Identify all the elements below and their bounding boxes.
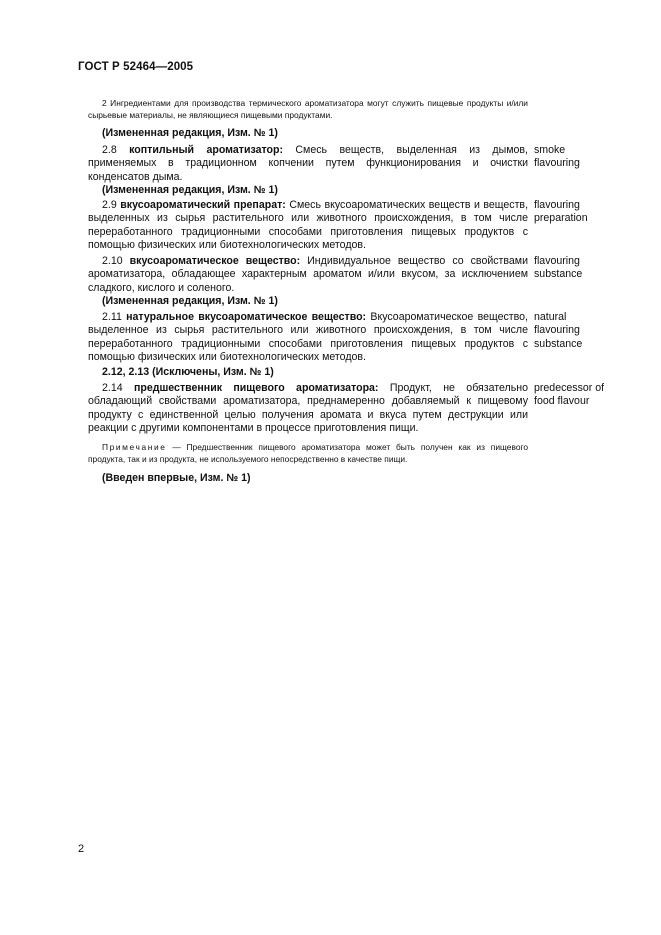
term-2-9-number: 2.9	[102, 199, 117, 211]
term-2-10-english: flavouring substance	[534, 255, 583, 281]
note-block	[88, 441, 528, 465]
document-header: ГОСТ Р 52464—2005	[78, 61, 194, 73]
term-2-8-term: коптильный ароматизатор:	[129, 144, 283, 156]
term-2-8-english: smoke flavouring	[534, 144, 580, 170]
term-2-8-definition: Смесь веществ, выделенная из дымов, применяемых в традиционном копчении путем функционирования и очистки конденсатов дыма.	[88, 144, 528, 183]
excluded-clauses	[88, 366, 528, 379]
introduced-note	[88, 472, 528, 485]
term-2-9-definition: Смесь вкусоароматических веществ и веществ, выделенных из сырья растительного или животного происхождения, в том числе переработанного традиционными способами приготовления пищевых продуктов с помощью физических или биотехнологических методов.	[88, 199, 529, 252]
page-number: 2	[78, 843, 85, 855]
amendment-note-1-text: (Измененная редакция, Изм. № 1)	[102, 127, 278, 139]
footnote-2	[88, 97, 528, 121]
term-2-10-number: 2.10	[102, 255, 123, 267]
term-2-10-definition: Индивидуальное вещество со свойствами ароматизатора, обладающее характерным ароматом и/или вкусом, за исключением сладкого, кислого и соленого.	[88, 255, 529, 294]
amendment-note-2	[88, 184, 528, 197]
term-2-14-english: predecessor of food flavour	[534, 382, 605, 408]
term-2-8	[88, 144, 528, 184]
term-2-10	[88, 255, 528, 295]
term-2-14	[88, 382, 528, 436]
term-2-11-number: 2.11	[102, 311, 122, 323]
footnote-2-text: 2 Ингредиентами для производства термического ароматизатора могут служить пищевые продукты и/или сырьевые материалы, не являющиеся пищевыми продуктами.	[88, 98, 528, 120]
term-2-14-term: предшественник пищевого ароматизатора:	[133, 382, 379, 394]
excluded-clauses-text: 2.12, 2.13 (Исключены, Изм. № 1)	[102, 366, 274, 378]
note-label: Примечание	[102, 442, 167, 452]
term-2-9	[88, 199, 528, 253]
term-2-11-definition: Вкусоароматическое вещество, выделенное из сырья растительного или животного происхождения, в том числе переработанного традиционными способами приготовления пищевых продуктов с помощью физических или биотехнологических методов.	[88, 311, 528, 364]
term-2-11	[88, 311, 528, 365]
amendment-note-3-text: (Измененная редакция, Изм. № 1)	[102, 295, 278, 307]
term-2-14-number: 2.14	[102, 382, 123, 394]
term-2-11-english: natural flavouring substance	[534, 311, 583, 350]
term-2-11-term: натуральное вкусоароматическое вещество:	[126, 311, 367, 323]
term-2-9-english: flavouring preparation	[534, 199, 588, 225]
term-2-10-term: вкусоароматическое вещество:	[129, 255, 301, 267]
note-text: — Предшественник пищевого ароматизатора может быть получен как из пищевого продукта, так и из продукта, не используемого непосредственно в качестве пищи.	[88, 442, 528, 464]
amendment-note-3	[88, 295, 528, 308]
term-2-9-term: вкусоароматический препарат:	[120, 199, 286, 211]
introduced-note-text: (Введен впервые, Изм. № 1)	[102, 472, 251, 484]
amendment-note-1	[88, 127, 528, 140]
amendment-note-2-text: (Измененная редакция, Изм. № 1)	[102, 184, 278, 196]
term-2-14-definition: Продукт, не обязательно обладающий свойствами ароматизатора, преднамеренно добавляемый к пищевому продукту с единственной целью получения аромата и вкуса путем деструкции или реакции с другими компонентами в процессе приготовления пищи.	[88, 382, 528, 435]
term-2-8-number: 2.8	[102, 144, 117, 156]
